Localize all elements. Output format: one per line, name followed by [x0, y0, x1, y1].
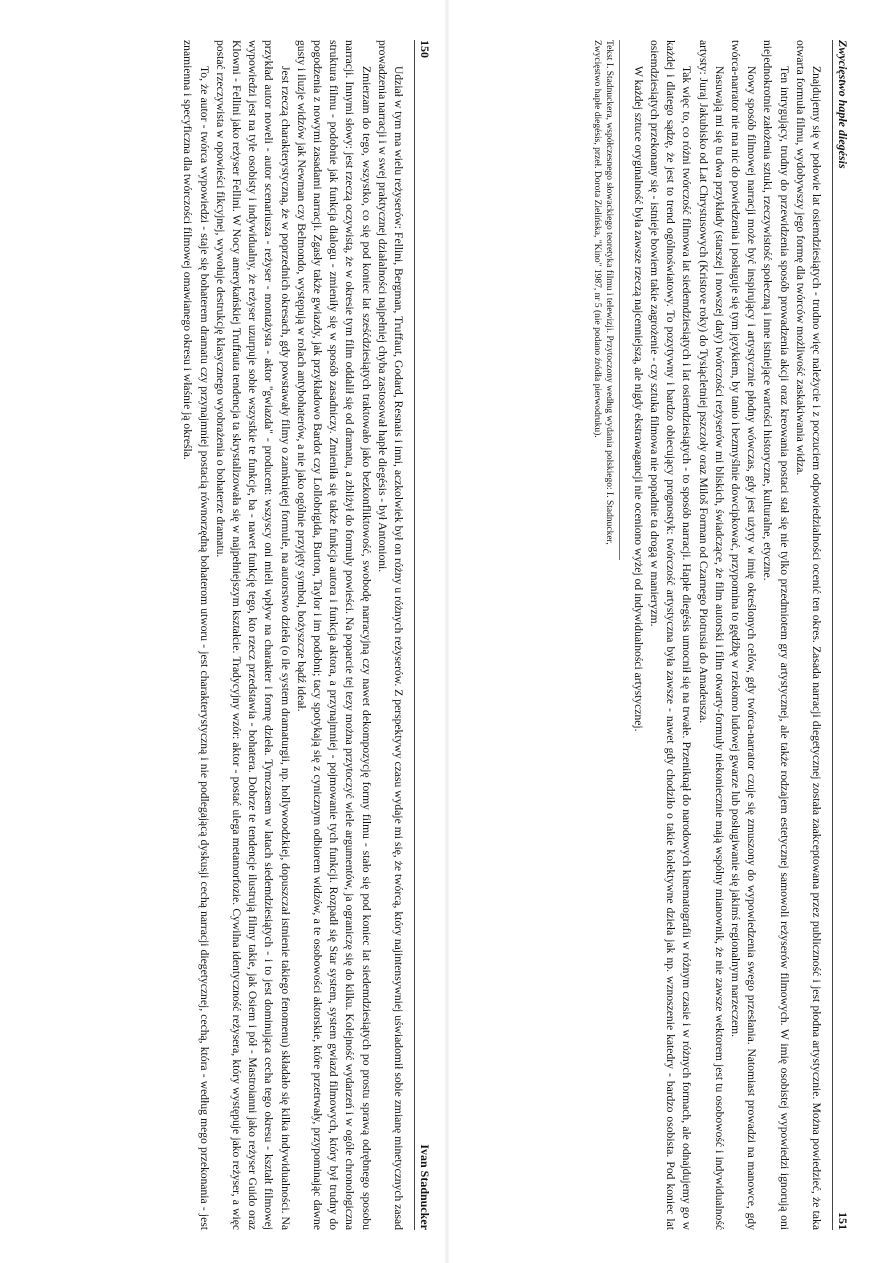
paragraph: Nasuwają mi się tu dwa przykłady (starszej i nowszej daty) twórczości reżyserów mi bliskich, świadczące, że film autorski i film otwarty-formuły niekoniecznie mają wspólny mianownik, że nie zawsze wektorem jest tu osobowość i indywidualność artysty: Juraj Jakubisko od Lat Chrystusowych (Kristove roky) do Tysiącletniej pszczoły oraz Miloš Forman od Czarnego Piotrusia do Amadeusza. — [696, 40, 726, 1230]
paragraph: Jest rzeczą charakterystyczną, że w poprzednich okresach, gdy powstawały filmy o zamkniętej formule, na autorstwo dzieła (o ile system dramaturgii, np. hollywoodzkiej, dopuszczał istnienie takiego fenomenu) składało się kilka indywidualności. Na przykład autor noweli - autor scenariusza - reżyser - montażysta - aktor "gwiazda" - producent: wszyscy oni mieli wpływ na charakter i formę dzieła. Tymczasem w latach siedemdziesiątych - i to jest dominująca cecha tego okresu - kształt filmowej wypowiedzi jest na tyle osobisty i indywidualny, że reżyser uzurpuje sobie wszystkie te funkcje, ba - nawet funkcję tego, kto rzecz przedstawia - bohatera. Dobrze te tendencje ilustrują filmy takie, jak Osiem i pół - Mastroianni jako reżyser Guido oraz Klowni - Fellini jako reżyser Fellini. W Nocy amerykańskiej Truffauta tendencja ta skrystalizowała się w najpełniejszym kształcie. Tradycyjny wzór: aktor - postać ulega metamorfozie. Cywilna identyczność reżysera, który występuje jako reżyser, a więc postać rzeczywista w opowieści fikcyjnej, wywołuje destrukcję klasycznego wyobrażenia o bohaterze dramatu. — [213, 40, 292, 1230]
left-running-head — [414, 40, 432, 1230]
paragraph: Nowy sposób filmowej narracji może być inspirujący i artystycznie płodny wówczas, gdy jest użyty w imię określonych celów, gdy twórca-narrator czuje się zmuszony do wypowiedzenia swego przesłania. Natomiast prowadzi na manowce, gdy twórca-narrator nie ma nic do powiedzenia i posługuje się tym językiem, by tanio i bezmyślnie dowcipkować, przypomina to gędźbę w rzekomo ludowej gwarze lub posługiwanie się jakimś regionalnym narzeczem. — [728, 40, 759, 1230]
right-running-head — [832, 40, 850, 1230]
left-body-text — [179, 40, 406, 1230]
paragraph: Ten intrygujący, trudny do przewidzenia sposób prowadzenia akcji oraz kreowania postaci stał się nie tylko przedmiotem gry artystycznej, ale także rodzajem estetycznej samowoli reżyserów filmowych. W imię osobistej wypowiedzi ignorują oni niejednokrotnie założenia sztuki, rzeczywistość społeczną i inne istniejące wartości historyczne, kulturalne, etyczne. — [761, 40, 791, 1230]
paragraph: Tak więc to, co różni twórczość filmowa lat siedemdziesiątych i lat osiemdziesiątych - to sposób narracji. Hapłe diegésis umocnił się na trwałe. Przeniknął do narodowych kinematografii w różnym czasie i w różnych formach, ale odnajdujemy go w każdej i dlatego sądzę, że jest to trend ogólnoświatowy. To pozytywny i bardzo obiecujący prognostyk: twórczość artystyczna była zawsze - nawet gdy chodziło o takie kolektywne dzieła jak np. wznoszenie katedry - bardzo osobista. Pod koniec lat osiemdziesiątych przekonany się - istnieje bowiem takie zagrożenie - czy sztuka filmowa nie popadnie ta drogą w manieryzm. — [647, 40, 694, 1230]
paragraph: Udział w tym ma wielu reżyserów: Fellini, Bergman, Truffaut, Godard, Resnais i inni, aczkolwiek był on różny u różnych reżyserów. Z perspektywy czasu wydaje mi się, że twórcą, który najintensywniej uświadomił sobie zmianę minetycznych zasad prowadzenia narracji i w swej praktycznej działalności najpełniej chyba zastosował hapłe diegésis - był Antonioni. — [375, 40, 405, 1230]
right-running-title: Zwycięstwo hapłe diegésis — [836, 40, 850, 169]
paragraph: W każdej sztuce oryginalność była zawsze rzeczą najcenniejszą, ale nigdy ekstrawagancji nie oceniono wyżej od indywidualności artystycznej. — [631, 66, 645, 732]
left-page-content — [22, 40, 432, 1230]
paragraph: To, że autor - twórca wypowiedzi - staje się bohaterem dramatu czy przynajmniej postacią równorzędną bohaterom utworu - jest charakterystyczną i nie podlegającą dyskusji cechą narracji diegetycznej, cechą, która - według mego przekonania - jest znamienna i specyficzna dla twórczości filmowej omawianego okresu i właśnie ją określa. — [181, 40, 211, 1230]
footnote: Tekst I. Stadnuckera, współczesnego słowackiego teoretyka filmu i telewizji. Przytoczony według wydania polskiego: I. Stadnucker, Zwycięstwo hapłe diegésis, przeł. Dorota Zielińska, "Kino" 1987, nr 5 (nie podano źródła pierwodruku). — [591, 40, 620, 560]
left-running-title: Ivan Stadnucker — [418, 1144, 432, 1230]
paragraph: Zmierzam do tego, wszystko, co się pod koniec lat sześćdziesiątych traktowało jako bezkonfliktowość, swobodę narracyjną czy nawet dekompozycję formy filmu - stało się pod koniec lat siedemdziesiątych po prostu sprawą odrębnego sposobu narracji. Innymi słowy: jest rzeczą oczywistą, że w okresie tym film oddalił się od dramatu, a zbliżył do formuły powieści. Na poparcie tej tezy można przytoczyć wiele argumentów, ja ograniczę się do kilku. Kolejność wydarzeń i w ogóle chronologiczna struktura filmu - podobnie jak funkcja dialogu - zmieniły się w sposób zasadniczy. Zmieniła się także funkcja autora i funkcja aktora, a przynajmniej - pojmowanie tych funkcji. Rozpadł się Star system, system gwiazd filmowych, który był trudny do pogodzenia z nowymi zasadami narracji. Zgasły także gwiazdy, jak przykładowo Bardot czy Lollobrigida, Burton, Taylor i im podobni; tacy spotykają się z cynicznym odbiorem widzów, a te osobowości aktorskie, które przetrwały, przypominając dawne gusty i iluzje widzów jak Newman czy Belmondo, występują w rolach antybohaterów, a nie jako ogólnie przyjęty symbol, bożyszcze bądź ideał. — [294, 40, 373, 1230]
right-body-text — [630, 40, 824, 1230]
right-page-number: 151 — [836, 1212, 850, 1230]
paragraph: Znajdujemy się w połowie lat osiemdziesiątych - trudno więc należycie i z poczuciem odpowiedzialności ocenić ten okres. Zasada narracji diegetycznej została zaakceptowana przez publiczność i jest płodna artystycznie. Można powiedzieć, że taka otwarta formuła filmu, wydobywszy jego formę dla twórców możliwość zaskakiwania widza. — [793, 40, 823, 1230]
right-page-content — [440, 40, 850, 1230]
left-page-number: 150 — [418, 40, 432, 58]
